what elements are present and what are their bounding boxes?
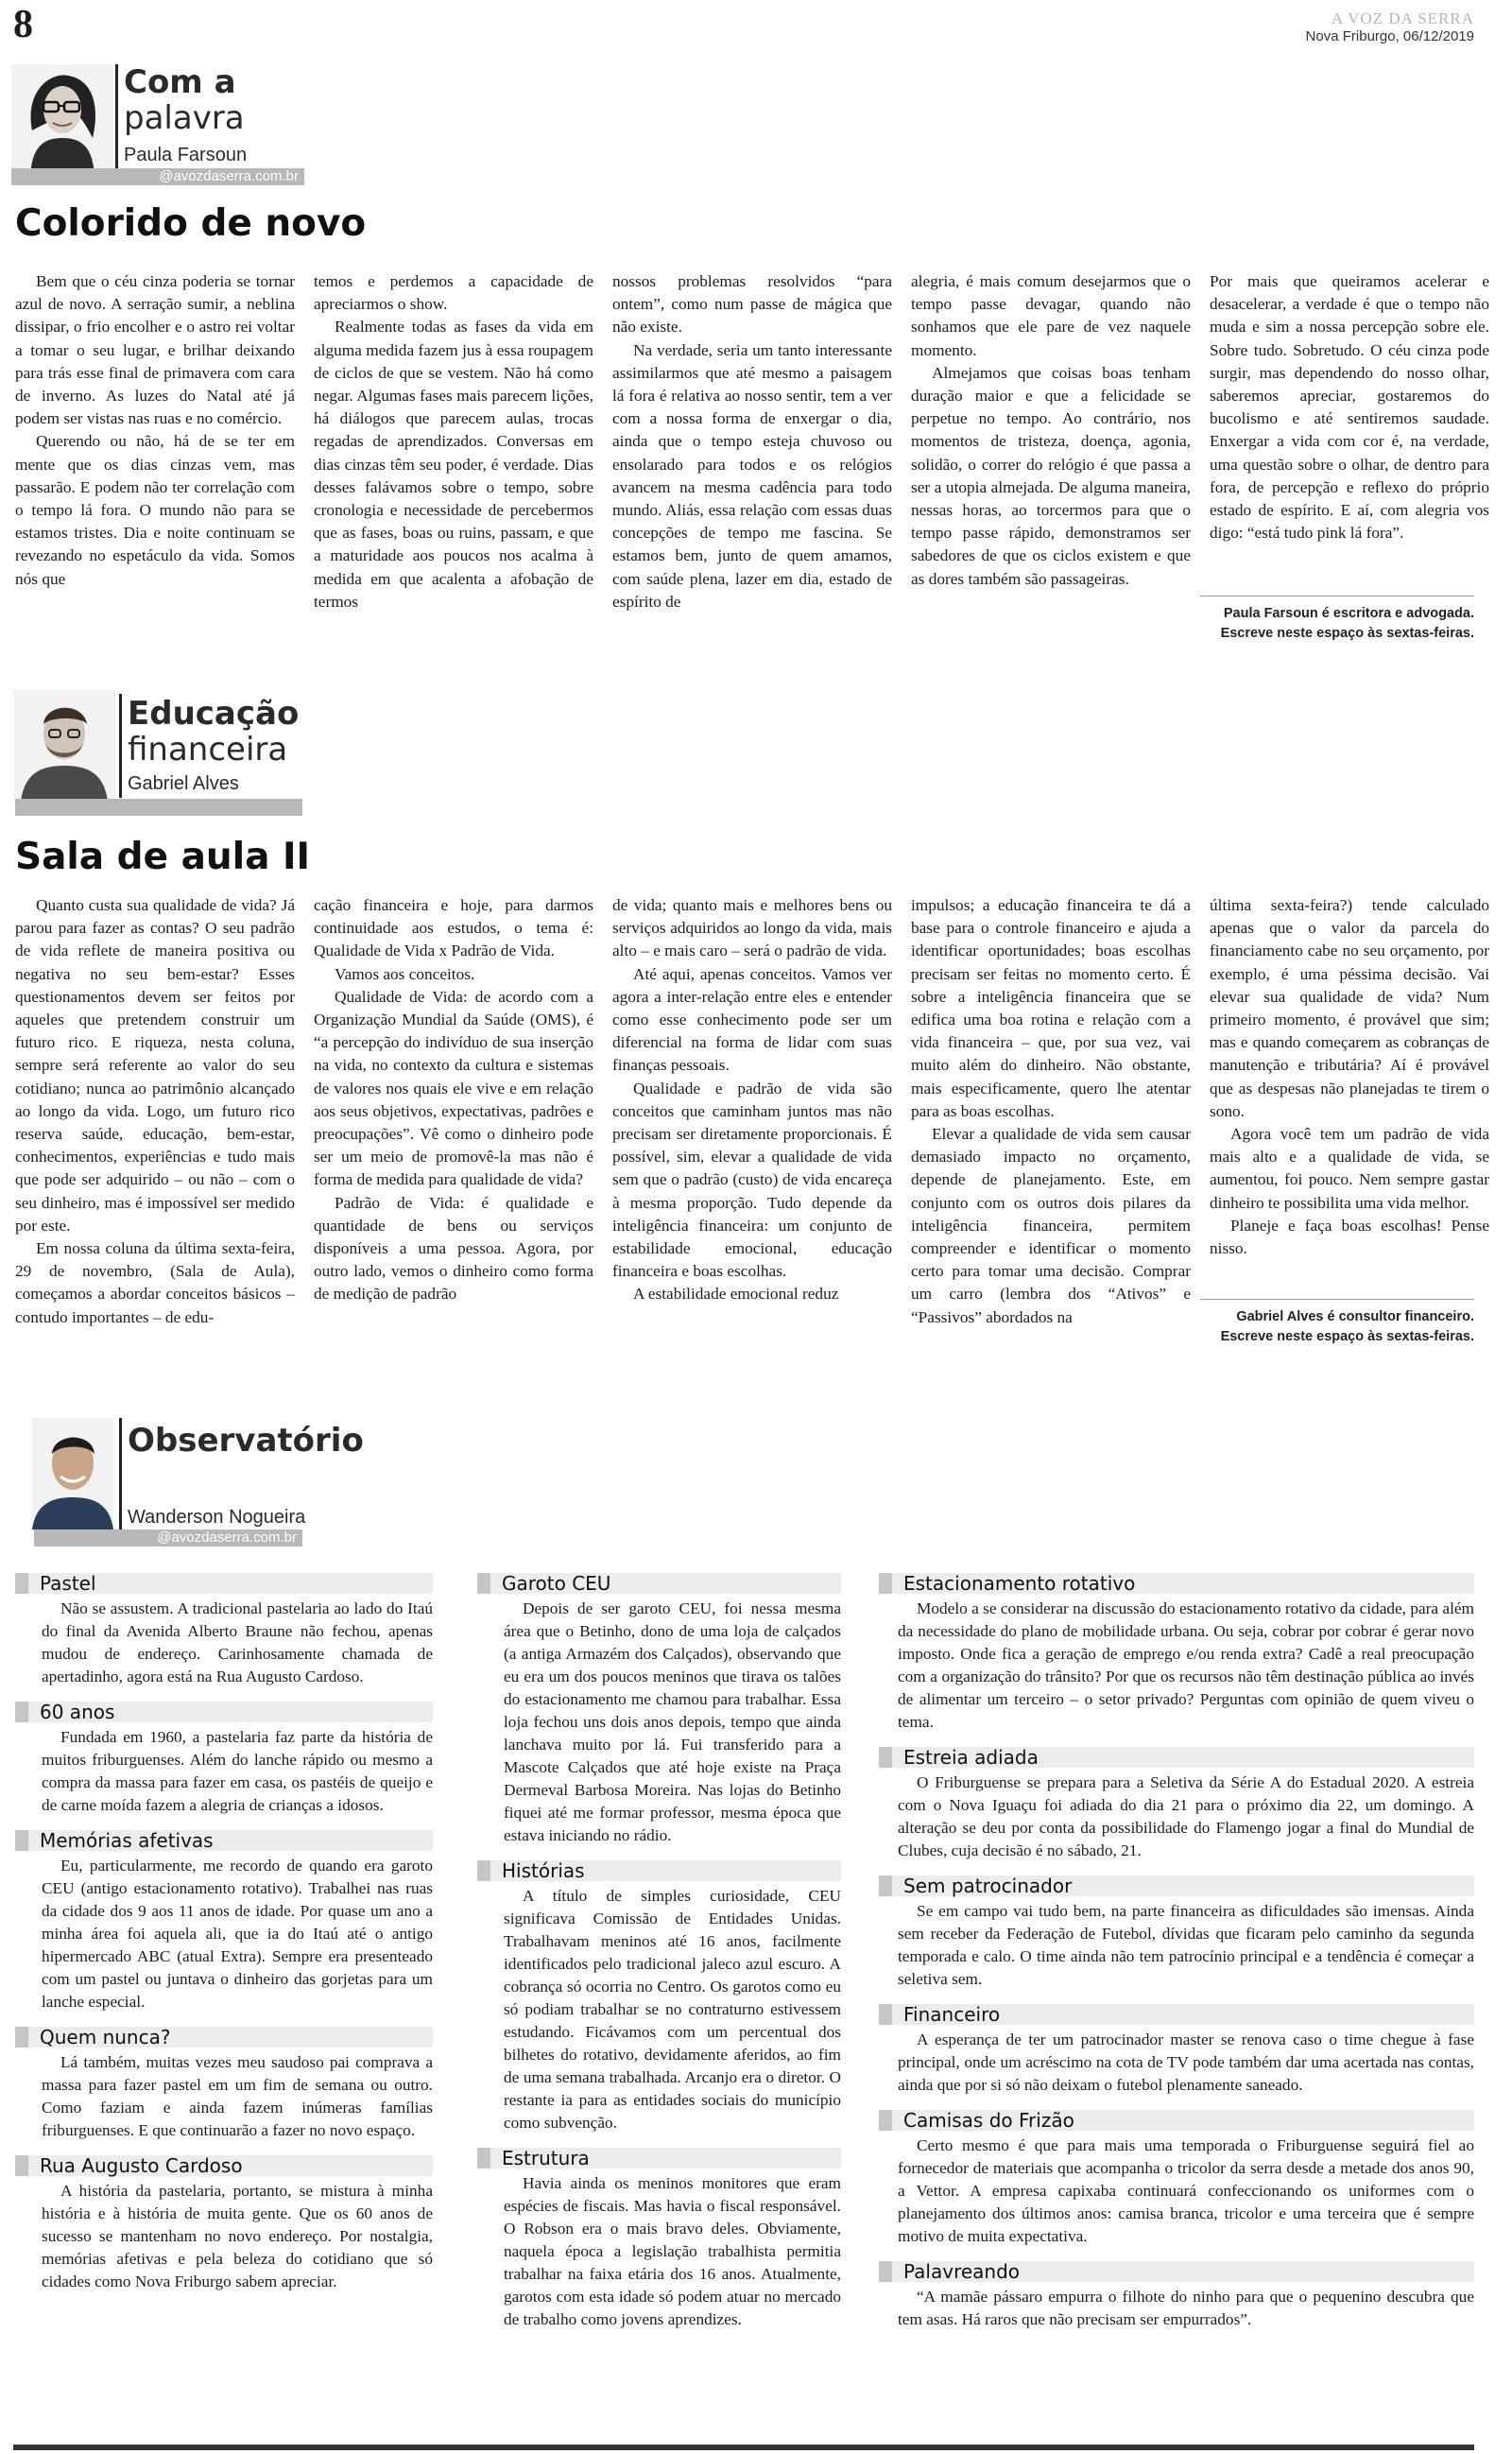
note-item: [15, 1702, 433, 1817]
section-marker-icon: [477, 2148, 490, 2169]
column-title-line1: Educação: [128, 695, 300, 733]
note-text: Depois de ser garoto CEU, foi nessa mesma área que o Betinho, dono de uma loja de calçados (a antiga Armazém dos Calçados), observando que eu era um dos poucos meninos que tirava os talões do estacionamento me chamou para trabalhar. Essa loja fechou uns dois anos depois, tempo que ainda lanchava muito por lá. Fui transferido para a Mascote Calçados que até hoje existe na Praça Dermeval Barbosa Moreira. Nas lojas do Betinho fiquei até me formar professor, mesma época que estava iniciando no rádio.: [504, 1599, 841, 1844]
note-title: Pastel: [40, 1572, 96, 1595]
note-heading: [15, 2155, 433, 2176]
paragraph: Agora você tem um padrão de vida mais alto e a qualidade de vida, se aumentou, foi pouco. Nem sempre gastar dinheiro te possibilita uma vida melhor.: [1210, 1125, 1489, 1212]
note-text: A título de simples curiosidade, CEU significava Comissão de Entidades Unidas. Trabalhavam meninos até 16 anos, facilmente identificados pelo tradicional jaleco azul escuro. A cobrança só ocorria no Centro. Os garotos como eu só podiam trabalhar se no contraturno estivessem estudando. Ficávamos com um percentual dos bilhetes do rotativo, devidamente aferidos, ao fim de uma semana trabalhada. Arcanjo era o diretor. O restante ia para as entidades sociais do município como subvenção.: [504, 1887, 841, 2132]
author-signature: [1200, 1299, 1474, 1347]
header-divider: [115, 64, 118, 170]
note-title: Quem nunca?: [40, 2026, 171, 2048]
section-marker-icon: [879, 2110, 892, 2131]
note-heading: [879, 2004, 1474, 2025]
signature-line: Escreve neste espaço às sextas-feiras.: [1220, 626, 1474, 641]
section-marker-icon: [879, 2004, 892, 2025]
section-marker-icon: [15, 1830, 28, 1851]
note-item: [477, 1573, 841, 1847]
note-heading: [15, 1573, 433, 1594]
note-item: [879, 1573, 1474, 1734]
article-body: [15, 270, 1489, 614]
paragraph: temos e perdemos a capacidade de apreciarmos o show.: [314, 272, 593, 314]
column-title-line2: financeira: [128, 731, 288, 769]
note-item: [879, 1875, 1474, 1991]
note-text: “A mamãe pássaro empurra o filhote do ninho para que o pequenino descubra que tem asas. Há raros que não precisam ser empurrados”.: [898, 2288, 1474, 2328]
author-photo-gabriel: [13, 690, 115, 802]
section-marker-icon: [15, 1573, 28, 1594]
paragraph: nossos problemas resolvidos “para ontem”, como num passe de mágica que não existe.: [612, 272, 892, 337]
note-heading: [15, 1830, 433, 1851]
signature-line: Gabriel Alves é consultor financeiro.: [1236, 1309, 1474, 1324]
section-marker-icon: [477, 1860, 490, 1881]
paragraph: Elevar a qualidade de vida sem causar demasiado impacto no orçamento, depende de planejamento. Este, em conjunto com os outros dois pilares da inteligência financeira, permitem compreender e identificar o momento certo para tomar uma decisão. Comprar um carro (lembra dos “Ativos” e “Passivos” abordados na: [911, 1125, 1191, 1326]
note-item: [15, 1830, 433, 2013]
note-title: Camisas do Frizão: [903, 2109, 1074, 2132]
section-marker-icon: [15, 1702, 28, 1722]
author-handle-bar: @avozdaserra.com.br: [11, 168, 304, 185]
note-title: Estreia adiada: [903, 1746, 1039, 1769]
author-signature: [1200, 596, 1474, 644]
paragraph: última sexta-feira?) tende calculado apenas que o valor da parcela do financiamento cabe no seu orçamento, por exemplo, é uma péssima decisão. Vai elevar sua qualidade de vida? Num primeiro momento, é provável que sim; mas e quando começarem as cobranças de manutenção e tributária? Aí é provável que as despesas não planejadas te tirem o sono.: [1210, 896, 1489, 1120]
column-title: Observatório: [128, 1422, 364, 1460]
note-heading: [879, 1747, 1474, 1768]
column-author: Gabriel Alves: [128, 773, 239, 794]
note-title: 60 anos: [40, 1701, 115, 1723]
section-marker-icon: [477, 1573, 490, 1594]
note-item: [15, 2027, 433, 2142]
notes-column-left: [15, 1573, 433, 2307]
text-column: [15, 894, 295, 1329]
note-heading: [879, 2110, 1474, 2131]
paragraph: Na verdade, seria um tanto interessante assimilarmos que até mesmo a paisagem lá fora é relativa ao nosso sentir, tem a ver com a nossa forma de enxergar o dia, ainda que o tempo esteja chuvoso ou ensolarado para todos e os relógios avancem na mesma cadência para todo mundo. Aliás, essa relação com essas duas concepções de tempo me fascina. Se estamos bem, junto de quem amamos, com saúde plena, lazer em dia, estado de espírito de: [612, 340, 892, 611]
issue-date: Nova Friburgo, 06/12/2019: [1305, 28, 1474, 44]
author-handle-bar: @avozdaserra.com.br: [34, 1529, 302, 1547]
article-headline: Sala de aula II: [15, 836, 310, 878]
paragraph: alegria, é mais comum desejarmos que o tempo passe devagar, quando não sonhamos que ele pare de vez naquele momento.: [911, 272, 1191, 359]
page-number: 8: [13, 3, 33, 46]
note-item: [15, 1573, 433, 1688]
note-text: Não se assustem. A tradicional pastelaria ao lado do Itaú do final da Avenida Alberto Braune não fechou, apenas mudou de endereço. Carinhosamente chamada de apertadinho, agora está na Rua Augusto Cardoso.: [42, 1599, 433, 1685]
note-title: Estrutura: [502, 2147, 590, 2169]
note-text: Modelo a se considerar na discussão do estacionamento rotativo da cidade, para além da necessidade do plano de mobilidade urbana. Ou seja, cobrar por cobrar é gerar novo imposto. Onde fica a geração de emprego e/ou renda extra? Cadê a real preocupação com a organização do trânsito? Por que os recursos não têm destinação pública ao invés de alimentar um terceiro – o setor privado? Perguntas com opinião de quem viveu o tema.: [898, 1599, 1474, 1731]
note-title: Garoto CEU: [502, 1572, 611, 1595]
note-item: [15, 2155, 433, 2293]
text-column: [314, 270, 593, 614]
note-title: Sem patrocinador: [903, 1875, 1073, 1897]
text-column: [314, 894, 593, 1329]
column-title-line2: palavra: [124, 99, 245, 137]
note-text: Havia ainda os meninos monitores que eram espécies de fiscais. Mas havia o fiscal responsável. O Robson era o mais bravo deles. Obviamente, naquela época a legislação trabalhista permitia trabalhar na faixa etária dos 16 anos. Atualmente, garotos com esta idade só podem atuar no mercado de trabalho como jovens aprendizes.: [504, 2174, 841, 2328]
note-item: [879, 2004, 1474, 2097]
note-title: Financeiro: [903, 2003, 1001, 2026]
section-marker-icon: [15, 2027, 28, 2048]
note-item: [879, 1747, 1474, 1862]
paragraph: cação financeira e hoje, para darmos continuidade aos estudos, o tema é: Qualidade de Vida x Padrão de Vida.: [314, 896, 593, 960]
text-column: [612, 270, 892, 614]
note-text: Fundada em 1960, a pastelaria faz parte da história de muitos friburguenses. Além do lanche rápido ou mesmo a compra da massa para fazer em casa, os pastéis de queijo e de carne moída fazem a alegria de crianças a idosos.: [42, 1728, 433, 1814]
note-heading: [879, 1573, 1474, 1594]
note-text: A esperança de ter um patrocinador master se renova caso o time chegue à fase principal, onde um acréscimo na cota de TV pode também dar uma acertada nas contas, ainda que por si só não deixam o futebol plenamente saneado.: [898, 2031, 1474, 2094]
note-heading: [477, 1573, 841, 1594]
paragraph: Em nossa coluna da última sexta-feira, 29 de novembro, (Sala de Aula), começamos a abordar conceitos básicos – contudo importantes – de edu-: [15, 1239, 295, 1326]
paragraph: Qualidade e padrão de vida são conceitos que caminham juntos mas não precisam ser diretamente proporcionais. É possível, sim, elevar a qualidade de vida sem que o padrão (custo) de vida encareça à mesma proporção. Tudo depende da inteligência financeira: um conjunto de estabilidade emocional, educação financeira e boas escolhas.: [612, 1079, 892, 1281]
note-heading: [477, 1860, 841, 1881]
note-text: A história da pastelaria, portanto, se mistura à minha história e à história de muita gente. Que os 60 anos de sucesso se mantenham no novo endereço. Por nostalgia, memórias afetivas e pela beleza do cotidiano que só cidades como Nova Friburgo sabem apreciar.: [42, 2182, 433, 2290]
note-item: [477, 1860, 841, 2134]
paragraph: Planeje e faça boas escolhas! Pense nisso.: [1210, 1216, 1489, 1258]
note-heading: [15, 2027, 433, 2048]
note-text: Se em campo vai tudo bem, na parte financeira as dificuldades são imensas. Ainda sem receber da Federação de Futebol, dívidas que ficaram pelo caminho da segunda temporada e calo. O time ainda não tem patrocínio principal e a tendência é começar a seletiva sem.: [898, 1902, 1474, 1988]
article-body: [15, 894, 1489, 1329]
section-marker-icon: [879, 1573, 892, 1594]
paragraph: Vamos aos conceitos.: [335, 964, 475, 983]
column-title-line1: Com a: [124, 63, 236, 101]
paragraph: Almejamos que coisas boas tenham duração maior e que a felicidade se perpetue no tempo. Ao contrário, nos momentos de tristeza, doença, agonia, solidão, o correr do relógio é que passa a ser a utopia almejada. De alguma maneira, nessas horas, ao torcermos para que o tempo passe rápido, demonstramos ser sabedores de que os ciclos existem e que as dores também são passageiras.: [911, 363, 1191, 588]
column-title: [124, 64, 245, 136]
paragraph: Realmente todas as fases da vida em alguma medida fazem jus à essa roupagem de ciclos de que se vestem. Não há como negar. Algumas fases mais parecem lições, há diálogos que parecem aulas, trocas regadas de aprendizados. Conversas em dias cinzas têm seu poder, é verdade. Dias desses falávamos sobre o tempo, sobre cronologia e necessidade de percebermos que as fases, boas ou ruins, passam, e que a maturidade aos poucos nos acalma à medida em que acalenta a afobação de termos: [314, 318, 593, 611]
author-photo-paula: [11, 64, 113, 176]
section-marker-icon: [879, 1875, 892, 1896]
paragraph: Bem que o céu cinza poderia se tornar azul de novo. A serração sumir, a neblina dissipar, o frio encolher e o astro rei voltar a tomar o seu lugar, e brilhar deixando para trás esse final de primavera com cara de inverno. As luzes do Natal até já podem ser vistas nas ruas e no comércio.: [15, 272, 295, 428]
note-text: Eu, particularmente, me recordo de quando era garoto CEU (antigo estacionamento rotativo). Trabalhei nas ruas da cidade dos 9 aos 11 anos de idade. Por quase um ano a minha área foi aquela ali, que ia do Itaú até o antigo hipermercado ABC (atual Extra). Sempre era presenteado com um pastel ou juntava o dinheiro das gorjetas para um lanche especial.: [42, 1857, 433, 2011]
text-column: [1210, 270, 1489, 614]
note-item: [879, 2110, 1474, 2248]
note-heading: [477, 2148, 841, 2169]
note-text: O Friburguense se prepara para a Seletiva da Série A do Estadual 2020. A estreia com o Nova Iguaçu foi adiada do dia 21 para o próximo dia 22, um domingo. A alteração se deu por conta da possibilidade do Flamengo jogar a final do Mundial de Clubes, cuja decisão é no sábado, 21.: [898, 1773, 1474, 1859]
masthead: [1306, 9, 1474, 44]
column-author: Paula Farsoun: [124, 145, 248, 165]
signature-line: Escreve neste espaço às sextas-feiras.: [1220, 1329, 1474, 1344]
paragraph: de vida; quanto mais e melhores bens ou serviços adquiridos ao longo da vida, mais alto – e mais caro – será o padrão de vida.: [612, 896, 892, 960]
paragraph: Quanto custa sua qualidade de vida? Já parou para fazer as contas? O seu padrão de vida reflete de maneira positiva ou negativa no seu bem-estar? Esses questionamentos devem ser feitos por aqueles que pretendem construir um futuro rico. E riqueza, nesta coluna, sempre será referente ao valor do seu cotidiano; nunca ao patrimônio alcançado ao longo da vida. Logo, um futuro rico reserva saúde, educação, bem-estar, conhecimentos, experiências e tudo mais que pode ser adquirido – ou não – com o seu dinheiro, mas é impossível ser medido por este.: [15, 896, 295, 1235]
article-headline: Colorido de novo: [15, 202, 367, 245]
text-column: [911, 894, 1191, 1329]
paragraph: A estabilidade emocional reduz: [633, 1285, 839, 1304]
section-marker-icon: [879, 1747, 892, 1768]
notes-column-right: [879, 1573, 1474, 2344]
section-marker-icon: [15, 2155, 28, 2176]
author-photo-wanderson: [32, 1418, 113, 1529]
paragraph: Até aqui, apenas conceitos. Vamos ver agora a inter-relação entre eles e entender como esse conhecimento pode ser um diferencial na forma de lidar com suas finanças pessoais.: [612, 964, 892, 1075]
paragraph: Qualidade de Vida: de acordo com a Organização Mundial da Saúde (OMS), é “a percepção do indivíduo de sua inserção na vida, no contexto da cultura e sistemas de valores nos quais ele vive e em relação aos seus objetivos, expectativas, padrões e preocupações”. Vê como o dinheiro pode ser um meio de promovê-la mas não é forma de medida para qualidade de vida?: [314, 987, 593, 1189]
note-title: Memórias afetivas: [40, 1829, 214, 1852]
column-title: [128, 696, 299, 768]
paragraph: Padrão de Vida: é qualidade e quantidade de bens ou serviços disponíveis a uma pessoa. Agora, por outro lado, vemos o dinheiro como forma de medição de padrão: [314, 1193, 593, 1304]
signature-line: Paula Farsoun é escritora e advogada.: [1223, 606, 1474, 621]
note-title: Estacionamento rotativo: [903, 1572, 1136, 1595]
author-handle-bar: [15, 799, 302, 816]
notes-column-middle: [477, 1573, 841, 2344]
header-divider: [119, 694, 122, 798]
note-title: Rua Augusto Cardoso: [40, 2154, 243, 2177]
text-column: [1210, 894, 1489, 1329]
note-text: Certo mesmo é que para mais uma temporada o Friburguense seguirá fiel ao fornecedor de materiais que acompanha o tricolor da serra desde a metade dos anos 90, a Vettor. A empresa capixaba continuará confeccionando os uniformes com o planejamento dos últimos anos: camisa branca, tricolor e uma terceira que é sempre motivo de muita expectativa.: [898, 2136, 1474, 2245]
note-heading: [15, 1702, 433, 1722]
paragraph: Por mais que queiramos acelerar e desacelerar, a verdade é que o tempo não muda e sim a nossa percepção sobre ele. Sobre tudo. Sobretudo. O céu cinza pode surgir, mas dependendo do nosso olhar, saberemos apreciar, gostaremos do bucolismo e até sentiremos saudade. Enxergar a vida com cor é, na verdade, uma questão sobre o olhar, de dentro para fora, de percepção e reflexo do próprio estado de espírito. E aí, com alegria vos digo: “está tudo pink lá fora”.: [1210, 272, 1489, 543]
note-item: [477, 2148, 841, 2331]
section-marker-icon: [879, 2261, 892, 2282]
note-title: Palavreando: [903, 2260, 1021, 2283]
text-column: [911, 270, 1191, 614]
paragraph: Querendo ou não, há de se ter em mente que os dias cinzas vem, mas passarão. E podem não ter correlação com o tempo lá fora. O mundo não para se estamos tristes. Dia e noite continuam se revezando no espetáculo da vida. Somos nós que: [15, 432, 295, 588]
note-text: Lá também, muitas vezes meu saudoso pai comprava a massa para fazer pastel em um fim de semana ou outro. Como faziam e ainda fazem inúmeras famílias friburguenses. E que continuarão a fazer no novo espaço.: [42, 2053, 433, 2139]
text-column: [15, 270, 295, 614]
paragraph: impulsos; a educação financeira te dá a base para o controle financeiro e ajuda a identificar oportunidades; boas escolhas precisam ser feitas no momento certo. É sobre a inteligência financeira que se edifica uma boa rotina e relação com a vida financeira – que, por sua vez, vai muito além do dinheiro. Não obstante, mais especificamente, quero lhe atentar para as boas escolhas.: [911, 896, 1191, 1120]
text-column: [612, 894, 892, 1329]
note-heading: [879, 2261, 1474, 2282]
note-heading: [879, 1875, 1474, 1896]
column-author: Wanderson Nogueira: [128, 1507, 306, 1528]
page-bottom-rule: [13, 2445, 1474, 2450]
note-title: Histórias: [502, 1859, 585, 1882]
newspaper-name: A VOZ DA SERRA: [1331, 9, 1474, 27]
note-item: [879, 2261, 1474, 2331]
header-divider: [119, 1418, 122, 1529]
